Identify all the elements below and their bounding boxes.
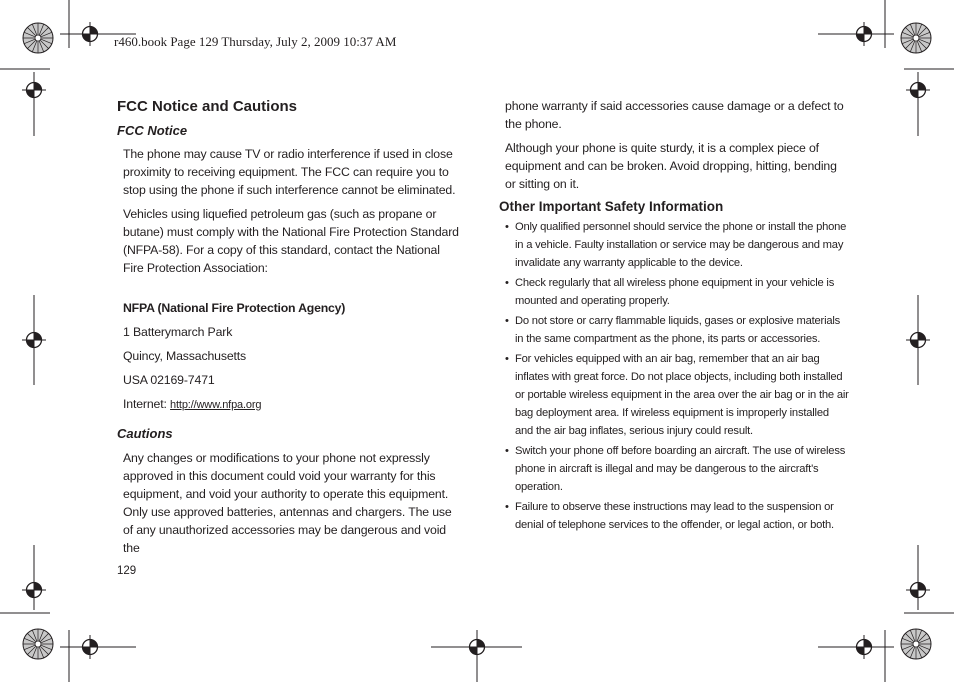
page-number: 129 — [117, 565, 137, 577]
bullet-icon: • — [505, 445, 509, 457]
corner-starburst-icon — [901, 23, 931, 53]
bullet-icon: • — [505, 315, 509, 327]
address-org: NFPA (National Fire Protection Agency) — [123, 301, 346, 315]
left-column — [117, 98, 462, 563]
registration-mark-icon — [22, 328, 46, 352]
list-item — [505, 274, 849, 310]
nfpa-link[interactable]: http://www.nfpa.org — [170, 399, 262, 411]
registration-mark-icon — [906, 78, 930, 102]
registration-mark-icon — [906, 578, 930, 602]
bullet-text: Check regularly that all wireless phone equipment in your vehicle is mounted and operating properly. — [515, 277, 835, 307]
bullet-icon: • — [505, 221, 509, 233]
list-item — [505, 498, 849, 534]
right-column — [499, 97, 849, 536]
registration-mark-icon — [906, 328, 930, 352]
registration-mark-icon — [78, 22, 102, 46]
bullet-text: Only qualified personnel should service the phone or install the phone in a vehicle. Faulty installation or service may be dangerous and may invalidate any warranty applicable to the device. — [515, 221, 847, 269]
address-internet — [123, 395, 462, 419]
bullet-icon: • — [505, 277, 509, 289]
bullet-text: Switch your phone off before boarding an aircraft. The use of wireless phone in aircraft is illegal and may be dangerous to the aircraft's operation. — [515, 445, 846, 493]
list-item — [505, 350, 849, 440]
registration-mark-icon — [22, 578, 46, 602]
sturdy-paragraph: Although your phone is quite sturdy, it is a complex piece of equipment and can be broken. Avoid dropping, hitting, bending or sitting on it. — [505, 141, 837, 191]
corner-starburst-icon — [23, 629, 53, 659]
registration-mark-icon — [465, 635, 489, 659]
nfpa-paragraph: Vehicles using liquefied petroleum gas (such as propane or butane) must comply with the National Fire Protection Standard (NFPA-58). For a copy of this standard, contact the National Fire Protection Association: — [123, 207, 459, 275]
address-street: 1 Batterymarch Park — [123, 325, 233, 339]
section-title: FCC Notice and Cautions — [117, 98, 298, 115]
fcc-notice-heading: FCC Notice — [117, 123, 188, 138]
bullet-text: For vehicles equipped with an air bag, remember that an air bag inflates with great force. Do not place objects, including both installed or portable wireless equipment in the area over the air bag or in the air bag deployment area. If wireless equipment is improperly installed and the air bag inflates, serious injury could result. — [515, 353, 849, 437]
list-item — [505, 442, 849, 496]
registration-mark-icon — [78, 635, 102, 659]
bullet-icon: • — [505, 353, 509, 365]
safety-bullet-list — [499, 218, 849, 534]
corner-starburst-icon — [23, 23, 53, 53]
registration-mark-icon — [852, 635, 876, 659]
other-safety-heading: Other Important Safety Information — [499, 199, 724, 214]
cautions-paragraph: Any changes or modifications to your phone not expressly approved in this document could void your warranty for this equipment, and void your authority to operate this equipment. Only use approved batteries, antennas and chargers. The use of any unauthorized accessories may be dangerous and void the — [123, 451, 452, 555]
address-city: Quincy, Massachusetts — [123, 349, 247, 363]
bullet-icon: • — [505, 501, 509, 513]
bullet-text: Failure to observe these instructions may lead to the suspension or denial of telephone services to the offender, or legal action, or both. — [515, 501, 834, 531]
corner-starburst-icon — [901, 629, 931, 659]
registration-mark-icon — [852, 22, 876, 46]
continued-paragraph: phone warranty if said accessories cause damage or a defect to the phone. — [505, 99, 844, 131]
list-item — [505, 218, 849, 272]
fcc-paragraph: The phone may cause TV or radio interference if used in close proximity to receiving equipment. The FCC can require you to stop using the phone if such interference cannot be eliminated. — [123, 147, 456, 197]
address-country-zip: USA 02169-7471 — [123, 373, 215, 387]
nfpa-address — [123, 299, 462, 419]
cautions-heading: Cautions — [117, 426, 173, 441]
list-item — [505, 312, 849, 348]
registration-mark-icon — [22, 78, 46, 102]
internet-label: Internet: — [123, 397, 171, 411]
bullet-text: Do not store or carry flammable liquids, gases or explosive materials in the same compartment as the phone, its parts or accessories. — [515, 315, 841, 345]
running-head: r460.book Page 129 Thursday, July 2, 2009 10:37 AM — [114, 34, 397, 49]
